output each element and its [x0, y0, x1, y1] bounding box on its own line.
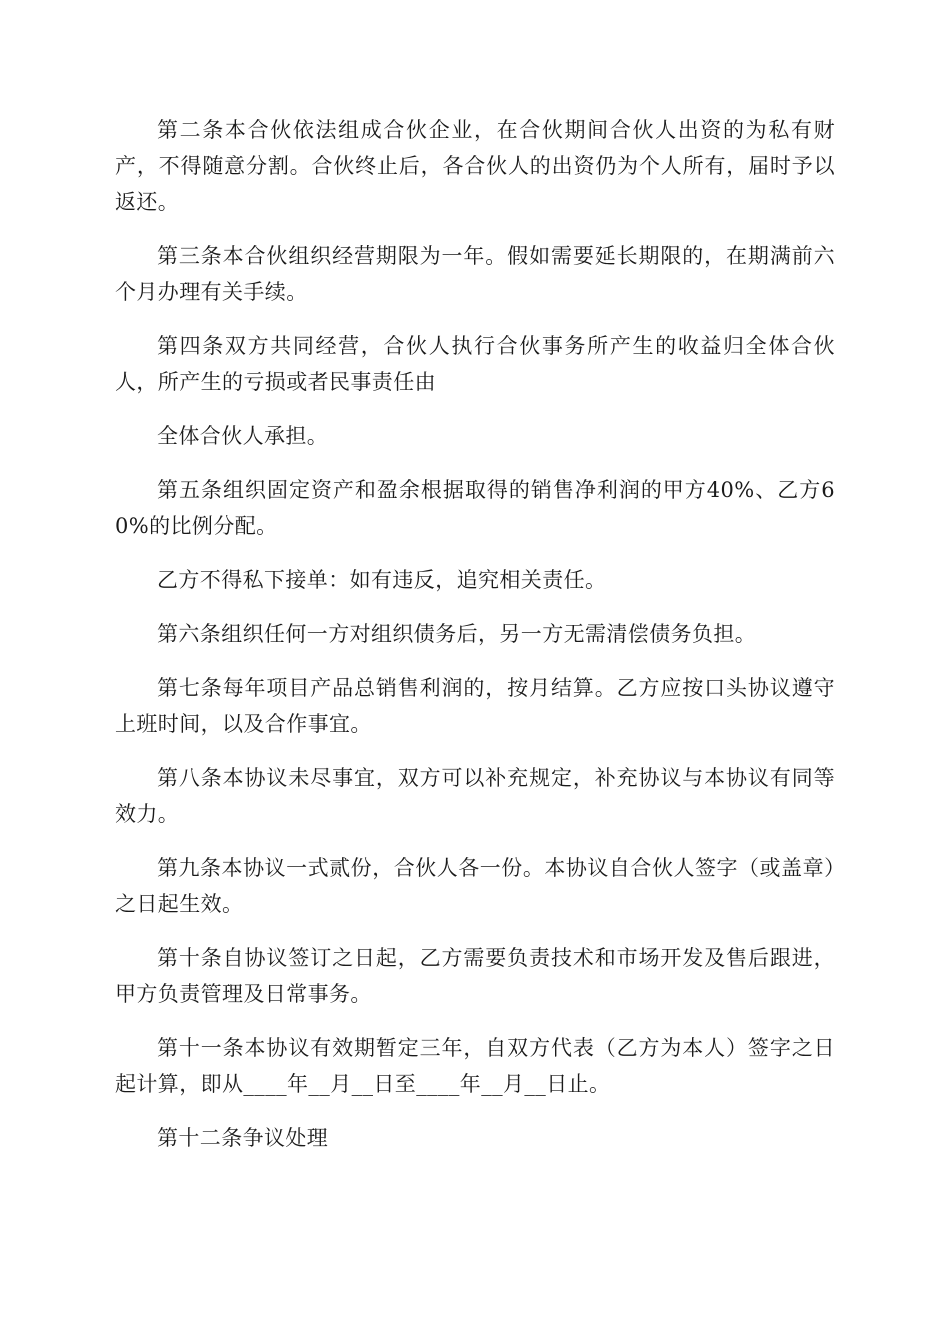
- paragraph-article-2: 第二条本合伙依法组成合伙企业，在合伙期间合伙人出资的为私有财产，不得随意分割。合伙终止后，各合伙人的出资仍为个人所有，届时予以返还。: [115, 118, 835, 214]
- paragraph-article-6: 第六条组织任何一方对组织债务后，另一方无需清偿债务负担。: [157, 622, 757, 646]
- paragraph-article-9: 第九条本协议一式贰份，合伙人各一份。本协议自合伙人签字（或盖章）之日起生效。: [115, 856, 835, 916]
- document-body: [115, 112, 835, 1174]
- paragraph-article-3: 第三条本合伙组织经营期限为一年。假如需要延长期限的，在期满前六个月办理有关手续。: [115, 244, 835, 304]
- paragraph-article-5: 第五条组织固定资产和盈余根据取得的销售净利润的甲方40%、乙方60%的比例分配。: [115, 478, 835, 538]
- paragraph-article-11: 第十一条本协议有效期暂定三年，自双方代表（乙方为本人）签字之日起计算，即从____年__月__日至____年__月__日止。: [115, 1036, 835, 1096]
- paragraph-article-7: 第七条每年项目产品总销售利润的，按月结算。乙方应按口头协议遵守上班时间，以及合作事宜。: [115, 676, 835, 736]
- paragraph-no-private-orders: 乙方不得私下接单：如有违反，追究相关责任。: [157, 568, 607, 592]
- paragraph-article-12: 第十二条争议处理: [157, 1126, 329, 1150]
- paragraph-article-4: 第四条双方共同经营，合伙人执行合伙事务所产生的收益归全体合伙人，所产生的亏损或者民事责任由: [115, 334, 835, 394]
- paragraph-article-10: 第十条自协议签订之日起，乙方需要负责技术和市场开发及售后跟进，甲方负责管理及日常事务。: [115, 946, 835, 1006]
- paragraph-article-8: 第八条本协议未尽事宜，双方可以补充规定，补充协议与本协议有同等效力。: [115, 766, 835, 826]
- paragraph-article-4-continued: 全体合伙人承担。: [157, 424, 329, 448]
